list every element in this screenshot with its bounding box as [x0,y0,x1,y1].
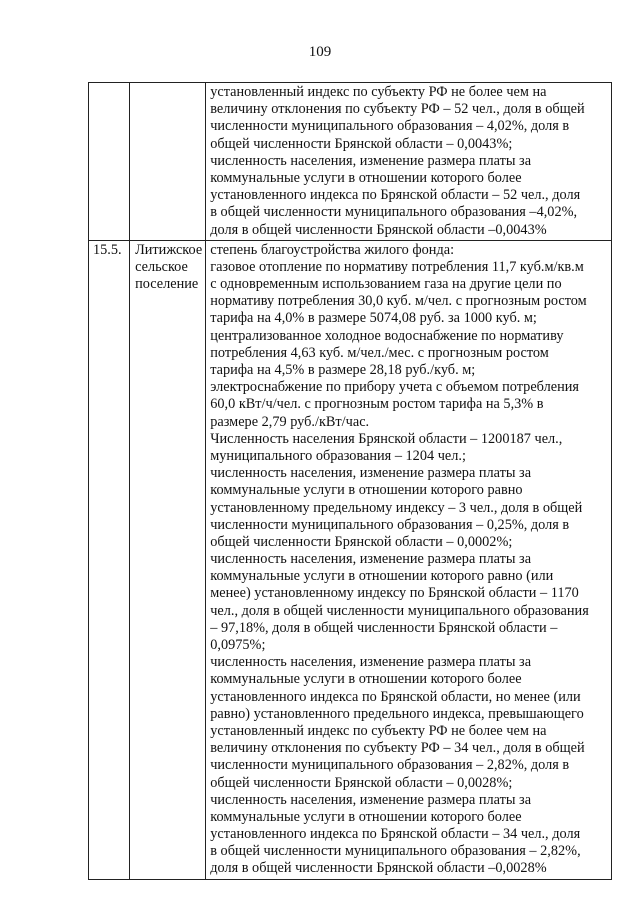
text-line: чел., доля в общей численности муниципального образования [210,602,589,619]
table-row [89,240,612,879]
text-line: 0,0975%; [210,637,266,653]
municipality-name-cell [130,83,206,241]
text-line: равно) установленного предельного индекса, превышающего [210,705,584,722]
text-line: в общей численности муниципального образования –4,02%, [210,204,578,221]
text-line: установленного индекса по Брянской области – 34 чел., доля [210,826,581,843]
text-line: коммунальные услуги в отношении которого более [210,671,522,688]
document-table [88,82,612,880]
text-line: нормативу потребления 30,0 куб. м/чел. с прогнозным ростом [210,293,587,310]
text-line: электроснабжение по прибору учета с объемом потребления [210,379,579,396]
text-line: величину отклонения по субъекту РФ – 52 чел., доля в общей [210,101,585,118]
description-cell [206,240,612,879]
text-line: коммунальные услуги в отношении которого равно (или [210,568,554,585]
text-line: величину отклонения по субъекту РФ – 34 чел., доля в общей [210,740,585,757]
text-line: численность населения, изменение размера платы за [210,465,532,482]
text-line: потребления 4,63 куб. м/чел./мес. с прогнозным ростом [210,344,549,361]
text-line: газовое отопление по нормативу потребления 11,7 куб.м/кв.м [210,258,584,275]
municipality-name-cell: Литижское сельское поселение [130,240,206,879]
text-line: общей численности Брянской области – 0,0028%; [210,774,513,791]
text-line: коммунальные услуги в отношении которого более [210,808,522,825]
text-line: в общей численности муниципального образования – 2,82%, [210,843,581,860]
description-cell [206,83,612,241]
text-line: численность населения, изменение размера платы за [210,551,532,568]
text-line: общей численности Брянской области – 0,0002%; [210,533,513,550]
text-line: – 97,18%, доля в общей численности Брянской области – [210,619,558,636]
text-line: тарифа на 4,5% в размере 28,18 руб./куб. м; [210,362,476,378]
row-number-cell [89,83,130,241]
text-line: численности муниципального образования – 4,02%, доля в [210,118,570,135]
text-line: установленный индекс по субъекту РФ не более чем на [210,84,547,100]
text-line: доля в общей численности Брянской области –0,0043% [210,221,547,238]
text-line: установленный индекс по субъекту РФ не более чем на [210,722,547,739]
text-line: численности муниципального образования – 2,82%, доля в [210,757,570,774]
text-line: численность населения, изменение размера платы за [210,152,532,169]
text-line: установленного индекса по Брянской области – 52 чел., доля [210,187,581,204]
text-line: 60,0 кВт/ч/чел. с прогнозным ростом тарифа на 5,3% в [210,396,544,413]
text-line: централизованное холодное водоснабжение по нормативу [210,327,564,344]
text-line: коммунальные услуги в отношении которого равно [210,482,523,499]
table-row [89,83,612,241]
text-line: численность населения, изменение размера платы за [210,654,532,671]
text-line: с одновременным использованием газа на другие цели по [210,276,562,293]
page-number: 109 [308,44,332,60]
text-line: установленного индекса по Брянской области, но менее (или [210,688,581,705]
row-number-cell: 15.5. [89,240,130,879]
text-line: установленному предельному индексу – 3 чел., доля в общей [210,499,583,516]
text-line: коммунальные услуги в отношении которого более [210,169,522,186]
text-line: доля в общей численности Брянской области –0,0028% [210,860,547,877]
text-line: общей численности Брянской области – 0,0043%; [210,135,513,152]
text-line: размере 2,79 руб./кВт/час. [210,413,370,430]
text-line: степень благоустройства жилого фонда: [210,241,455,258]
text-line: численность населения, изменение размера платы за [210,791,532,808]
text-line: численности муниципального образования – 0,25%, доля в [210,516,570,533]
text-line: Численность населения Брянской области – 1200187 чел., [210,430,563,447]
text-line: менее) установленному индексу по Брянской области – 1170 [210,585,579,602]
text-line: тарифа на 4,0% в размере 5074,08 руб. за 1000 куб. м; [210,310,537,327]
table-body [89,83,612,880]
text-line: муниципального образования – 1204 чел.; [210,447,466,464]
